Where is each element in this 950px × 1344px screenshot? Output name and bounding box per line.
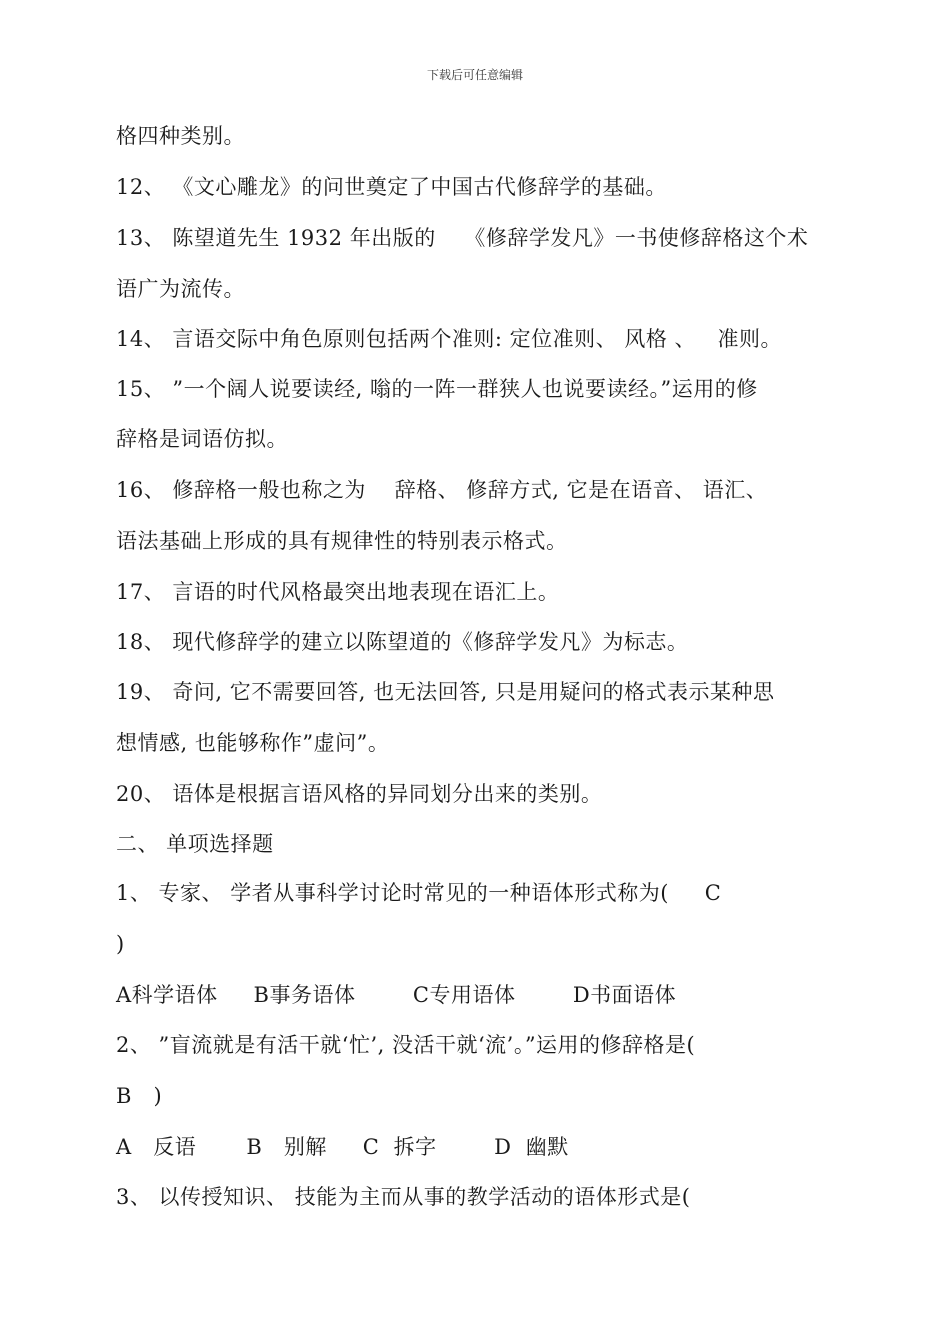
- text-line: 15、 ”一个阔人说要读经, 嗡的一阵一群狭人也说要读经。”运用的修: [116, 377, 758, 401]
- text-line: 12、 《文心雕龙》的问世奠定了中国古代修辞学的基础。: [116, 175, 667, 199]
- question-2-options: A 反语 B 别解 C 拆字 D 幽默: [116, 1135, 569, 1159]
- question-3: 3、 以传授知识、 技能为主而从事的教学活动的语体形式是(: [116, 1185, 691, 1209]
- text-line: 20、 语体是根据言语风格的异同划分出来的类别。: [116, 782, 603, 806]
- text-line: 13、 陈望道先生 1932 年出版的 《修辞学发凡》一书使修辞格这个术: [116, 226, 809, 250]
- text-line: 格四种类别。: [116, 124, 245, 148]
- text-line: ): [116, 932, 125, 956]
- text-line: 14、 言语交际中角色原则包括两个准则: 定位准则、 风格 、 准则。: [116, 327, 783, 351]
- section-heading: 二、 单项选择题: [116, 832, 274, 856]
- text-line: 16、 修辞格一般也称之为 辞格、 修辞方式, 它是在语音、 语汇、: [116, 478, 768, 502]
- text-line: 语法基础上形成的具有规律性的特别表示格式。: [116, 529, 568, 553]
- text-line: 想情感, 也能够称作”虚问”。: [116, 731, 390, 755]
- question-2: 2、 ”盲流就是有活干就‘忙’, 没活干就‘流’。”运用的修辞格是(: [116, 1033, 696, 1057]
- text-line: B ): [116, 1084, 163, 1108]
- text-line: 语广为流传。: [116, 277, 245, 301]
- text-line: 18、 现代修辞学的建立以陈望道的《修辞学发凡》为标志。: [116, 630, 689, 654]
- question-1: 1、 专家、 学者从事科学讨论时常见的一种语体形式称为( C: [116, 881, 722, 905]
- page-header: 下载后可任意编辑: [426, 68, 523, 82]
- question-1-options: A科学语体 B事务语体 C专用语体 D书面语体: [116, 983, 677, 1007]
- text-line: 19、 奇问, 它不需要回答, 也无法回答, 只是用疑问的格式表示某种思: [116, 680, 775, 704]
- text-line: 辞格是词语仿拟。: [116, 427, 288, 451]
- text-line: 17、 言语的时代风格最突出地表现在语汇上。: [116, 580, 560, 604]
